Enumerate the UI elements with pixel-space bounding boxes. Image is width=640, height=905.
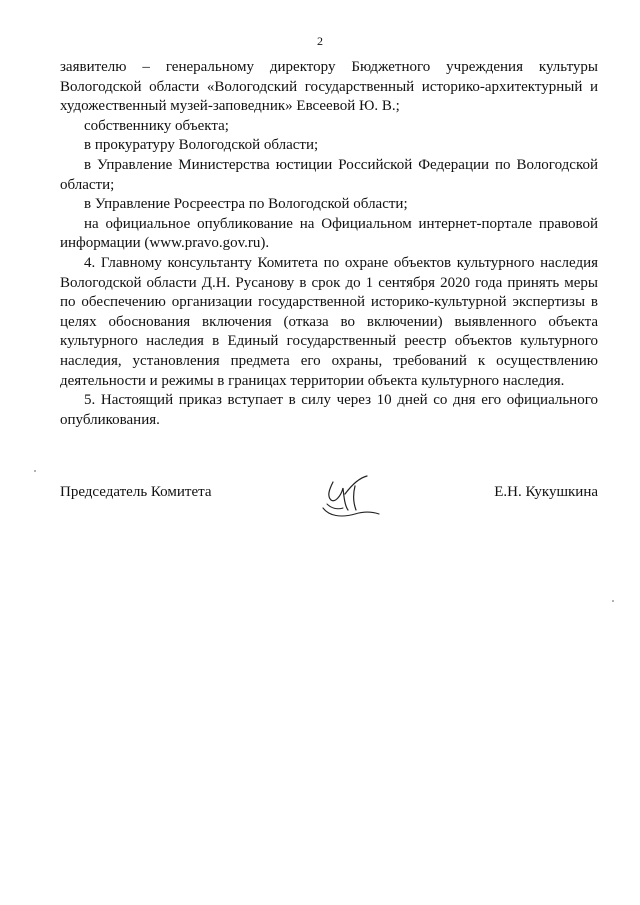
signer-name: Е.Н. Кукушкина xyxy=(494,484,598,500)
signature-block xyxy=(60,478,598,528)
paragraph-rosreestr: в Управление Росреестра по Вологодской области; xyxy=(84,196,408,213)
scan-speck xyxy=(34,470,36,472)
paragraph-publication: на официальное опубликование на Официальном интернет-портале правовой информации (www.pravo.gov.ru). xyxy=(60,215,598,252)
handwritten-signature xyxy=(315,472,385,522)
paragraph-prosecutor: в прокуратуру Вологодской области; xyxy=(84,137,319,154)
scan-speck xyxy=(612,600,614,602)
page-number: 2 xyxy=(317,34,323,48)
paragraph-item-5: 5. Настоящий приказ вступает в силу через 10 дней со дня его официального опубликования. xyxy=(60,392,598,428)
document-body xyxy=(60,58,598,430)
paragraph-applicant: заявителю – генеральному директору Бюджетного учреждения культуры Вологодской области «Вологодский государственный историко-архитектурный и художественный музей-заповедник» Евсеевой Ю. В.; xyxy=(60,59,598,115)
paragraph-justice-ministry: в Управление Министерства юстиции Российской Федерации по Вологодской области; xyxy=(60,156,598,193)
paragraph-owner: собственнику объекта; xyxy=(84,117,229,134)
paragraph-item-4: 4. Главному консультанту Комитета по охране объектов культурного наследия Вологодской области Д.Н. Русанову в срок до 1 сентября 2020 года принять меры по обеспечению организации государственной историко-культурной экспертизы в целях обоснования включения (отказа во включении) выявленного объекта культурного наследия в Единый государственный реестр объектов культурного наследия, установления предмета его охраны, требований к осуществлению деятельности и режимы в границах территории объекта культурного наследия. xyxy=(60,254,598,389)
signer-position: Председатель Комитета xyxy=(60,484,212,500)
